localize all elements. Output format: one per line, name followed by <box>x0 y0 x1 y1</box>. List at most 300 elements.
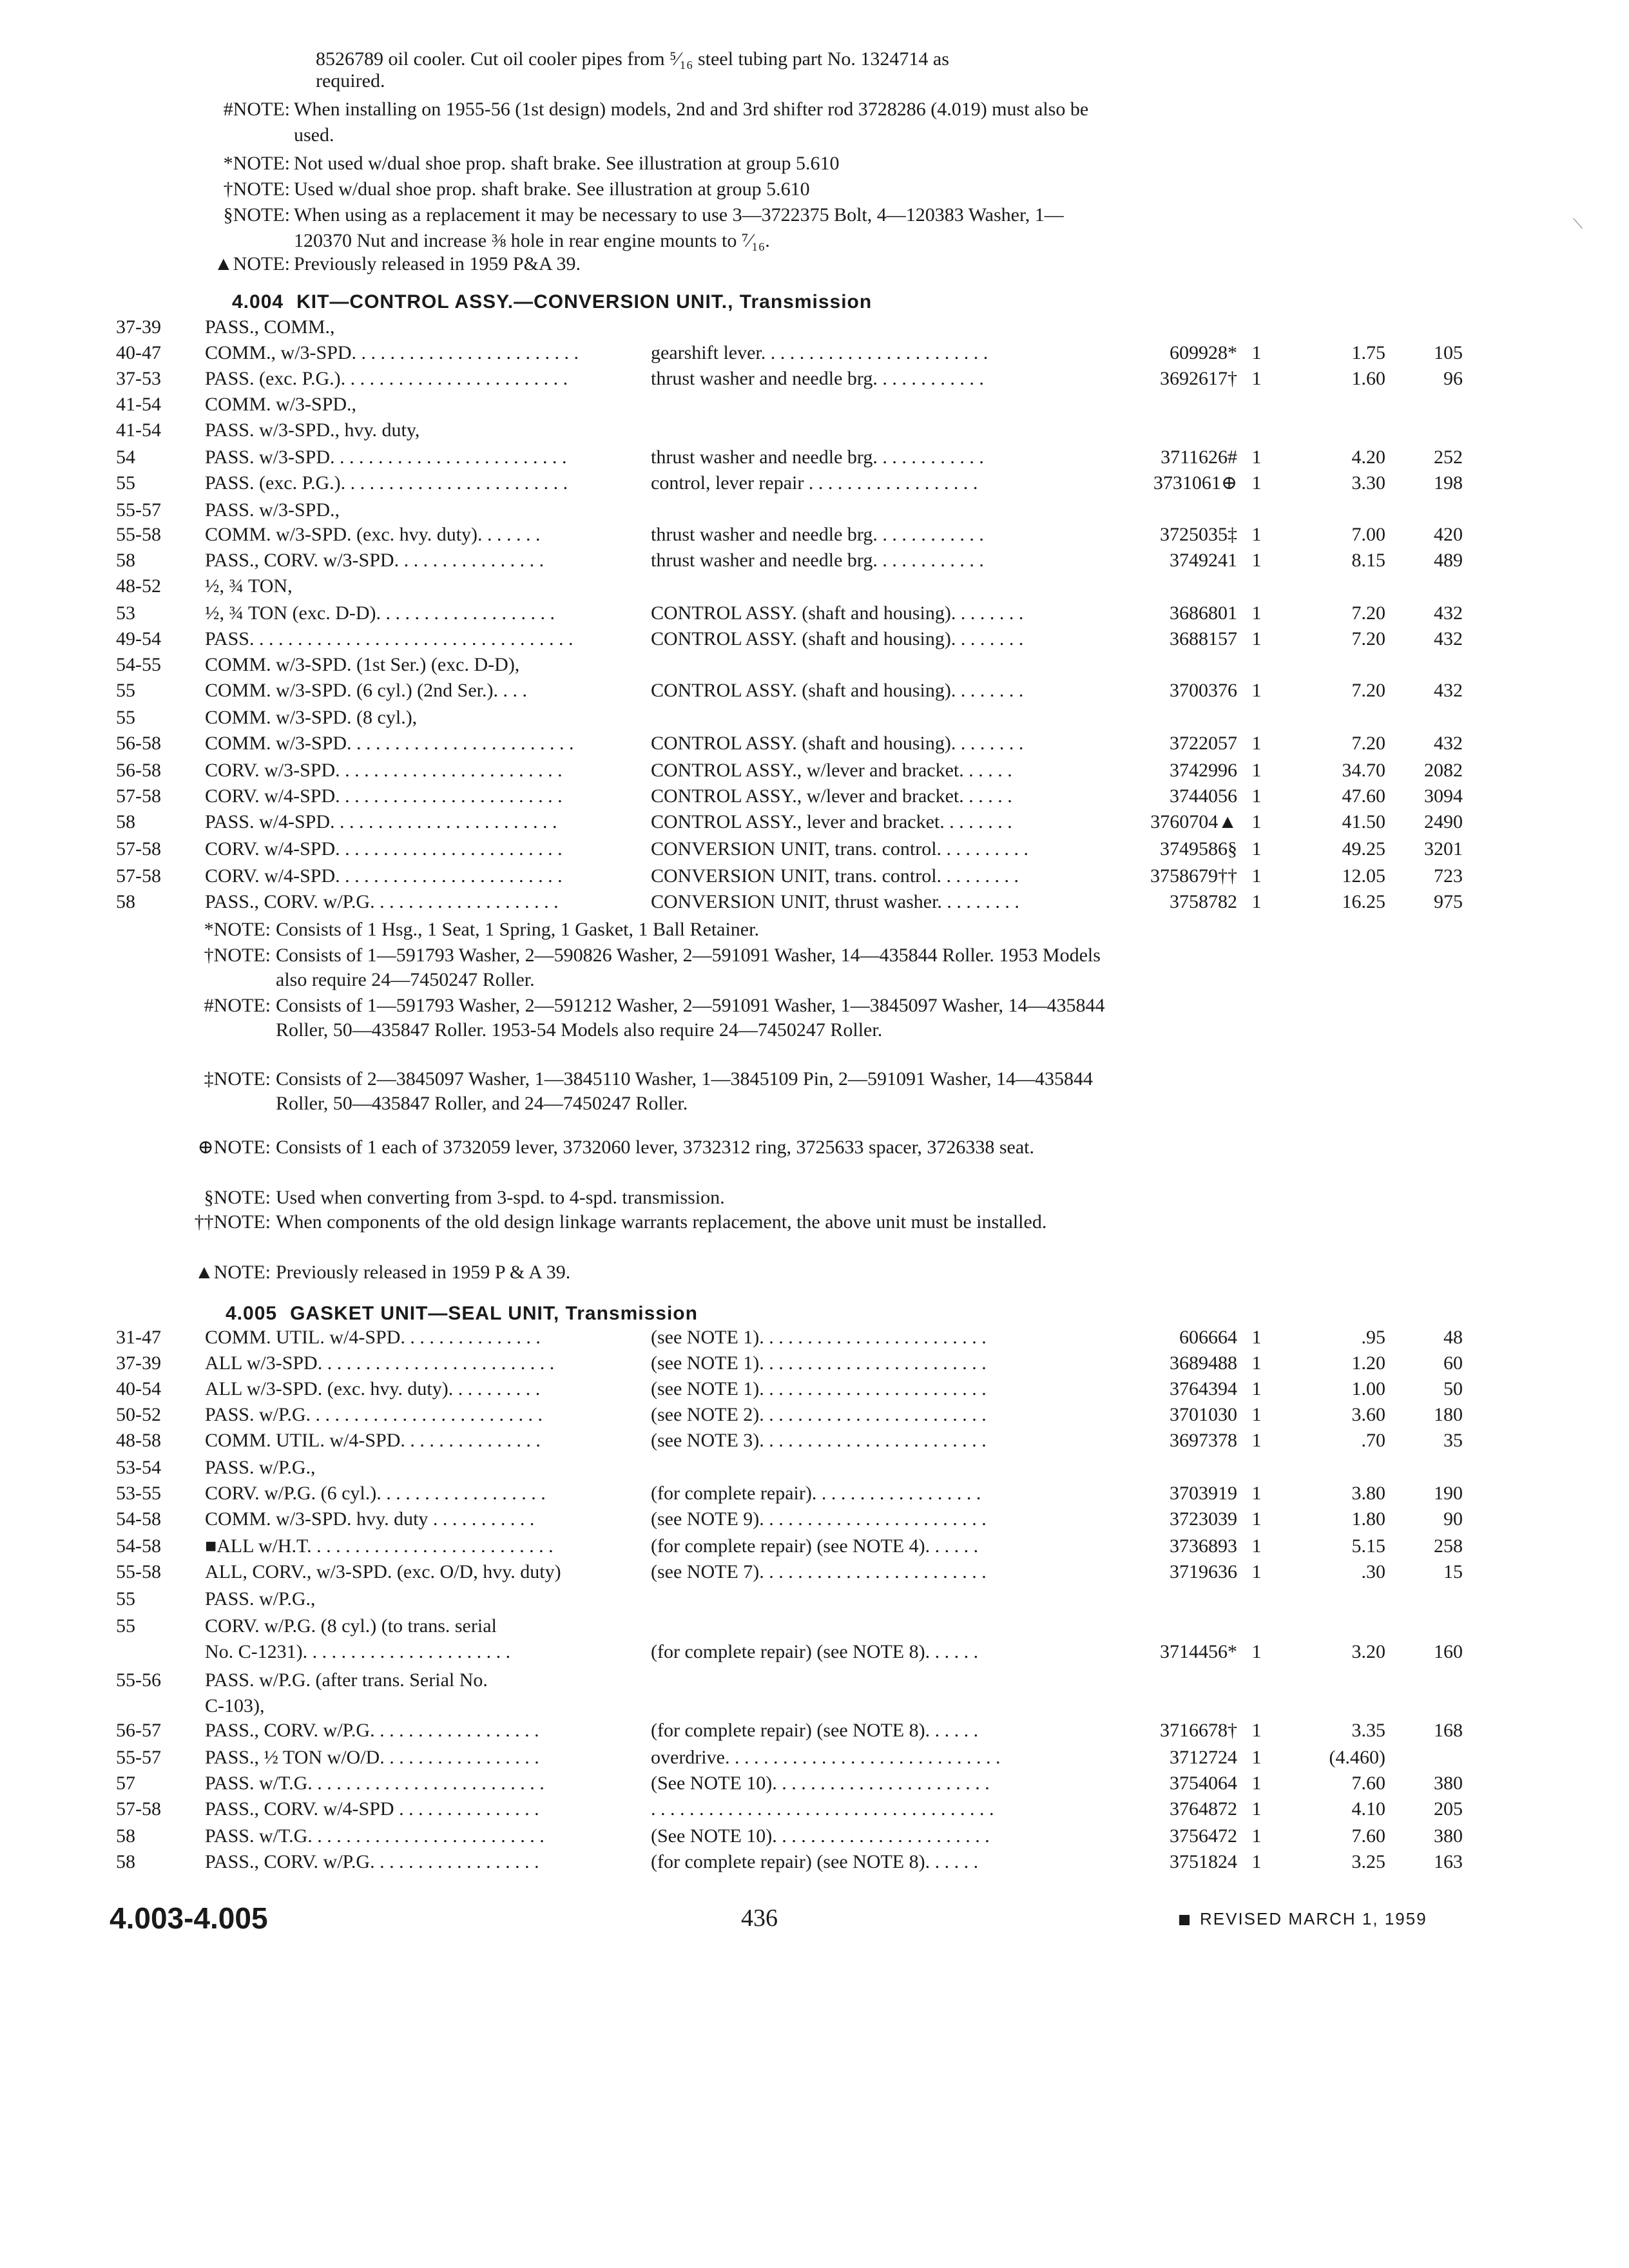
years-cell: 48-52 <box>116 575 161 597</box>
quantity-cell: 1 <box>1251 760 1262 781</box>
years-cell: 55-57 <box>116 1747 161 1768</box>
quantity-cell: 1 <box>1251 1773 1262 1794</box>
application-cell: COMM. w/3-SPD. . . . . . . . . . . . . . . . . . . . . . . . <box>205 733 574 754</box>
note <box>200 97 1134 148</box>
part-number-cell: 609928* <box>1170 342 1237 363</box>
price-cell: 3.35 <box>1351 1720 1385 1741</box>
years-cell: 31-47 <box>116 1327 161 1348</box>
code-cell: 168 <box>1434 1720 1463 1741</box>
description-cell: (for complete repair) (see NOTE 8). . . . . . <box>651 1641 979 1662</box>
price-cell: 49.25 <box>1342 838 1385 860</box>
years-cell: 57-58 <box>116 865 161 887</box>
note-label: *NOTE: <box>223 153 290 174</box>
part-number-cell: 3725035‡ <box>1160 524 1237 545</box>
quantity-cell: 1 <box>1251 733 1262 754</box>
section-4005-title <box>226 1303 698 1325</box>
table-row <box>0 573 1629 599</box>
note <box>174 918 1141 942</box>
price-cell: 1.75 <box>1351 342 1385 363</box>
application-cell: PASS., CORV. w/P.G. . . . . . . . . . . . . . . . . . . . <box>205 891 559 912</box>
table-row <box>0 705 1629 731</box>
description-cell: (for complete repair) (see NOTE 8). . . . . . <box>651 1851 979 1872</box>
table-row <box>0 1455 1629 1481</box>
years-cell: 53 <box>116 602 135 624</box>
code-cell: 252 <box>1434 447 1463 468</box>
quantity-cell: 1 <box>1251 550 1262 571</box>
description-cell: (See NOTE 10). . . . . . . . . . . . . . . . . . . . . . . <box>651 1773 990 1794</box>
application-cell: No. C-1231). . . . . . . . . . . . . . . . . . . . . . <box>205 1641 511 1662</box>
note-text: Consists of 1 each of 3732059 lever, 3732060 lever, 3732312 ring, 3725633 spacer, 3726338 seat. <box>276 1137 1035 1158</box>
table-row <box>0 1481 1629 1506</box>
part-number-cell: 3742996 <box>1170 760 1237 781</box>
intro-line-1: 8526789 oil cooler. Cut oil cooler pipes from ⁵⁄₁₆ steel tubing part No. 1324714 as <box>316 48 949 70</box>
description-cell: CONTROL ASSY. (shaft and housing). . . . . . . . <box>651 602 1024 624</box>
years-cell: 41-54 <box>116 394 161 415</box>
years-cell: 50-52 <box>116 1404 161 1425</box>
application-cell: COMM. w/3-SPD., <box>205 394 357 415</box>
quantity-cell: 1 <box>1251 1851 1262 1872</box>
price-cell: 1.20 <box>1351 1352 1385 1374</box>
application-cell: COMM. w/3-SPD. (8 cyl.), <box>205 707 418 728</box>
price-cell: 3.30 <box>1351 472 1385 494</box>
quantity-cell: 1 <box>1251 1404 1262 1425</box>
price-cell: 1.80 <box>1351 1508 1385 1530</box>
years-cell: 53-55 <box>116 1483 161 1504</box>
years-cell: 40-47 <box>116 342 161 363</box>
quantity-cell: 1 <box>1251 1720 1262 1741</box>
price-cell: 3.20 <box>1351 1641 1385 1662</box>
years-cell: 37-39 <box>116 316 161 338</box>
note-text: Previously released in 1959 P&A 39. <box>294 253 581 274</box>
years-cell: 55-57 <box>116 499 161 521</box>
table-row <box>0 809 1629 835</box>
years-cell: 57-58 <box>116 785 161 807</box>
quantity-cell: 1 <box>1251 1327 1262 1348</box>
quantity-cell: 1 <box>1251 472 1262 494</box>
years-cell: 55-58 <box>116 1561 161 1582</box>
price-cell: .95 <box>1361 1327 1385 1348</box>
years-cell: 56-58 <box>116 733 161 754</box>
application-cell: PASS. w/P.G., <box>205 1588 316 1610</box>
note <box>174 943 1141 992</box>
price-cell: 8.15 <box>1351 550 1385 571</box>
page-number: 436 <box>741 1905 778 1932</box>
part-number-cell: 3764394 <box>1170 1378 1237 1399</box>
code-cell: 975 <box>1434 891 1463 912</box>
note-text: Consists of 2—3845097 Washer, 1—3845110 Washer, 1—3845109 Pin, 2—591091 Washer, 14—435844 Roller, 50—435847 Roller, and 24—7450247 Roller. <box>276 1068 1093 1114</box>
description-cell: thrust washer and needle brg. . . . . . . . . . . . <box>651 524 984 545</box>
quantity-cell: 1 <box>1251 1508 1262 1530</box>
application-cell: CORV. w/4-SPD. . . . . . . . . . . . . . . . . . . . . . . . <box>205 838 563 860</box>
years-cell: 48-58 <box>116 1430 161 1451</box>
table-row <box>0 1559 1629 1585</box>
part-number-cell: 3711626# <box>1161 447 1237 468</box>
years-cell: 57 <box>116 1773 135 1794</box>
code-cell: 3094 <box>1424 785 1463 807</box>
years-cell: 57-58 <box>116 1798 161 1820</box>
quantity-cell: 1 <box>1251 680 1262 701</box>
application-cell: COMM. w/3-SPD. hvy. duty . . . . . . . . . . . <box>205 1508 535 1530</box>
code-cell: 60 <box>1443 1352 1463 1374</box>
table-row <box>0 889 1629 915</box>
description-cell: (see NOTE 2). . . . . . . . . . . . . . . . . . . . . . . . <box>651 1404 987 1425</box>
table-row <box>0 1350 1629 1376</box>
part-number-cell: 3758679†† <box>1150 865 1237 887</box>
years-cell: 55 <box>116 472 135 494</box>
part-number-cell: 3758782 <box>1170 891 1237 912</box>
price-cell: 41.50 <box>1342 811 1385 832</box>
part-number-cell: 3719636 <box>1170 1561 1237 1582</box>
description-cell: thrust washer and needle brg. . . . . . . . . . . . <box>651 447 984 468</box>
table-row <box>0 1533 1629 1559</box>
quantity-cell: 1 <box>1251 602 1262 624</box>
quantity-cell: 1 <box>1251 628 1262 649</box>
note <box>174 1210 1141 1235</box>
price-cell: 4.10 <box>1351 1798 1385 1820</box>
revision-date: REVISED MARCH 1, 1959 <box>1200 1909 1427 1928</box>
note <box>174 1186 1141 1210</box>
application-cell: C-103), <box>205 1695 265 1716</box>
quantity-cell: 1 <box>1251 1378 1262 1399</box>
application-cell: COMM. UTIL. w/4-SPD. . . . . . . . . . . . . . . <box>205 1430 541 1451</box>
code-cell: 420 <box>1434 524 1463 545</box>
section-heading: KIT—CONTROL ASSY.—CONVERSION UNIT., Transmission <box>296 291 872 312</box>
description-cell: overdrive. . . . . . . . . . . . . . . . . . . . . . . . . . . . . <box>651 1747 1001 1768</box>
application-cell: PASS., CORV. w/P.G. . . . . . . . . . . . . . . . . . <box>205 1720 539 1741</box>
price-cell: 4.20 <box>1351 447 1385 468</box>
code-cell: 432 <box>1434 680 1463 701</box>
years-cell: 37-53 <box>116 368 161 389</box>
part-number-cell: 3700376 <box>1170 680 1237 701</box>
price-cell: 7.20 <box>1351 733 1385 754</box>
price-cell: 7.20 <box>1351 628 1385 649</box>
revised-square-icon <box>1179 1915 1190 1925</box>
description-cell: (See NOTE 10). . . . . . . . . . . . . . . . . . . . . . . <box>651 1825 990 1847</box>
quantity-cell: 1 <box>1251 1561 1262 1582</box>
code-cell: 723 <box>1434 865 1463 887</box>
code-cell: 432 <box>1434 628 1463 649</box>
quantity-cell: 1 <box>1251 865 1262 887</box>
table-row <box>0 445 1629 470</box>
description-cell: CONTROL ASSY., lever and bracket. . . . . . . . <box>651 811 1012 832</box>
quantity-cell: 1 <box>1251 447 1262 468</box>
code-cell: 205 <box>1434 1798 1463 1820</box>
application-cell: COMM. w/3-SPD. (6 cyl.) (2nd Ser.). . . . <box>205 680 527 701</box>
table-row <box>0 1823 1629 1849</box>
quantity-cell: 1 <box>1251 838 1262 860</box>
table-row <box>0 1745 1629 1771</box>
years-cell: 53-54 <box>116 1457 161 1478</box>
application-cell: PASS. w/P.G. . . . . . . . . . . . . . . . . . . . . . . . . <box>205 1404 543 1425</box>
years-cell: 58 <box>116 811 135 832</box>
part-number-cell: 3723039 <box>1170 1508 1237 1530</box>
application-cell: PASS. w/3-SPD., hvy. duty, <box>205 419 420 441</box>
years-cell: 58 <box>116 1851 135 1872</box>
part-number-cell: 3716678† <box>1160 1720 1237 1741</box>
code-cell: 96 <box>1443 368 1463 389</box>
part-number-cell: 3688157 <box>1170 628 1237 649</box>
application-cell: PASS. w/3-SPD. . . . . . . . . . . . . . . . . . . . . . . . . <box>205 447 567 468</box>
years-cell: 55-58 <box>116 524 161 545</box>
application-cell: ALL, CORV., w/3-SPD. (exc. O/D, hvy. duty) <box>205 1561 561 1582</box>
description-cell: CONVERSION UNIT, thrust washer. . . . . . . . . <box>651 891 1019 912</box>
code-cell: 198 <box>1434 472 1463 494</box>
years-cell: 49-54 <box>116 628 161 649</box>
table-row <box>0 1428 1629 1454</box>
intro-line-2: required. <box>316 70 385 91</box>
table-row <box>0 836 1629 862</box>
application-cell: PASS. (exc. P.G.). . . . . . . . . . . . . . . . . . . . . . . . <box>205 368 568 389</box>
application-cell: ALL w/3-SPD. (exc. hvy. duty). . . . . . . . . . <box>205 1378 541 1399</box>
table-row <box>0 522 1629 548</box>
application-cell: COMM. UTIL. w/4-SPD. . . . . . . . . . . . . . . <box>205 1327 541 1348</box>
quantity-cell: 1 <box>1251 1825 1262 1847</box>
quantity-cell: 1 <box>1251 342 1262 363</box>
code-cell: 105 <box>1434 342 1463 363</box>
application-cell: COMM. w/3-SPD. (1st Ser.) (exc. D-D), <box>205 654 520 675</box>
code-cell: 258 <box>1434 1535 1463 1557</box>
note-label: ††NOTE: <box>194 1211 271 1233</box>
application-cell: PASS., CORV. w/P.G. . . . . . . . . . . . . . . . . . <box>205 1851 539 1872</box>
part-number-cell: 606664 <box>1179 1327 1237 1348</box>
price-cell: .30 <box>1361 1561 1385 1582</box>
part-number-cell: 3714456* <box>1160 1641 1237 1662</box>
part-number-cell: 3689488 <box>1170 1352 1237 1374</box>
application-cell: CORV. w/4-SPD. . . . . . . . . . . . . . . . . . . . . . . . <box>205 865 563 887</box>
code-cell: 2490 <box>1424 811 1463 832</box>
quantity-cell: 1 <box>1251 524 1262 545</box>
code-cell: 3201 <box>1424 838 1463 860</box>
years-cell: 54-58 <box>116 1535 161 1557</box>
application-cell: COMM. w/3-SPD. (exc. hvy. duty). . . . . . . <box>205 524 541 545</box>
note-text: Consists of 1—591793 Washer, 2—591212 Washer, 2—591091 Washer, 1—3845097 Washer, 14—435844 Roller, 50—435847 Roller. 1953-54 Models also require 24—7450247 Roller. <box>276 995 1105 1041</box>
price-cell: .70 <box>1361 1430 1385 1451</box>
code-cell: 50 <box>1443 1378 1463 1399</box>
application-cell: PASS. w/T.G. . . . . . . . . . . . . . . . . . . . . . . . . <box>205 1825 545 1847</box>
note-label: #NOTE: <box>204 995 271 1016</box>
table-row <box>0 1639 1629 1665</box>
part-number-cell: 3764872 <box>1170 1798 1237 1820</box>
table-row <box>0 1667 1629 1693</box>
section-4004-title <box>232 291 872 313</box>
table-row <box>0 863 1629 889</box>
code-cell: 180 <box>1434 1404 1463 1425</box>
description-cell: (see NOTE 1). . . . . . . . . . . . . . . . . . . . . . . . <box>651 1378 987 1399</box>
table-row <box>0 601 1629 626</box>
table-row <box>0 1693 1629 1719</box>
note <box>200 251 1134 277</box>
note-text: When installing on 1955-56 (1st design) models, 2nd and 3rd shifter rod 3728286 (4.019) must also be used. <box>294 99 1089 146</box>
price-cell: 7.60 <box>1351 1825 1385 1847</box>
application-cell: PASS. w/P.G. (after trans. Serial No. <box>205 1669 488 1691</box>
footer-section-range: 4.003-4.005 <box>110 1901 268 1935</box>
part-number-cell: 3736893 <box>1170 1535 1237 1557</box>
price-cell: (4.460) <box>1329 1747 1385 1768</box>
part-number-cell: 3703919 <box>1170 1483 1237 1504</box>
years-cell: 55-56 <box>116 1669 161 1691</box>
note-text: Consists of 1—591793 Washer, 2—590826 Washer, 2—591091 Washer, 14—435844 Roller. 1953 Models also require 24—7450247 Roller. <box>276 945 1101 990</box>
part-number-cell: 3751824 <box>1170 1851 1237 1872</box>
note <box>200 177 1134 202</box>
years-cell: 41-54 <box>116 419 161 441</box>
years-cell: 54 <box>116 447 135 468</box>
application-cell: ■ALL w/H.T. . . . . . . . . . . . . . . . . . . . . . . . . . <box>205 1535 554 1557</box>
part-number-cell: 3754064 <box>1170 1773 1237 1794</box>
note-text: Not used w/dual shoe prop. shaft brake. See illustration at group 5.610 <box>294 153 840 174</box>
quantity-cell: 1 <box>1251 1535 1262 1557</box>
code-cell: 35 <box>1443 1430 1463 1451</box>
application-cell: ½, ¾ TON (exc. D-D). . . . . . . . . . . . . . . . . . . <box>205 602 555 624</box>
code-cell: 489 <box>1434 550 1463 571</box>
price-cell: 7.00 <box>1351 524 1385 545</box>
description-cell: (see NOTE 1). . . . . . . . . . . . . . . . . . . . . . . . <box>651 1352 987 1374</box>
application-cell: CORV. w/P.G. (8 cyl.) (to trans. serial <box>205 1615 497 1637</box>
description-cell: CONVERSION UNIT, trans. control. . . . . . . . . <box>651 865 1019 887</box>
price-cell: 16.25 <box>1342 891 1385 912</box>
application-cell: CORV. w/P.G. (6 cyl.). . . . . . . . . . . . . . . . . . <box>205 1483 546 1504</box>
note-text: Consists of 1 Hsg., 1 Seat, 1 Spring, 1 Gasket, 1 Ball Retainer. <box>276 919 759 940</box>
table-row <box>0 392 1629 418</box>
code-cell: 380 <box>1434 1773 1463 1794</box>
section-number: 4.005 <box>226 1303 278 1324</box>
application-cell: CORV. w/3-SPD. . . . . . . . . . . . . . . . . . . . . . . . <box>205 760 563 781</box>
note-label: †NOTE: <box>204 945 271 966</box>
description-cell: (for complete repair). . . . . . . . . . . . . . . . . . <box>651 1483 981 1504</box>
price-cell: 3.60 <box>1351 1404 1385 1425</box>
description-cell: control, lever repair . . . . . . . . . . . . . . . . . . <box>651 472 978 494</box>
years-cell: 55 <box>116 1615 135 1637</box>
part-number-cell: 3692617† <box>1160 368 1237 389</box>
part-number-cell: 3722057 <box>1170 733 1237 754</box>
code-cell: 432 <box>1434 602 1463 624</box>
description-cell: CONVERSION UNIT, trans. control. . . . . . . . . . <box>651 838 1029 860</box>
table-row <box>0 470 1629 496</box>
note-label: †NOTE: <box>223 178 290 200</box>
quantity-cell: 1 <box>1251 1430 1262 1451</box>
price-cell: 34.70 <box>1342 760 1385 781</box>
application-cell: COMM., w/3-SPD. . . . . . . . . . . . . . . . . . . . . . . . <box>205 342 579 363</box>
description-cell: (see NOTE 7). . . . . . . . . . . . . . . . . . . . . . . . <box>651 1561 987 1582</box>
part-number-cell: 3760704▲ <box>1150 811 1237 832</box>
quantity-cell: 1 <box>1251 785 1262 807</box>
revision-stamp <box>1179 1909 1427 1929</box>
code-cell: 432 <box>1434 733 1463 754</box>
description-cell: gearshift lever. . . . . . . . . . . . . . . . . . . . . . . . <box>651 342 988 363</box>
code-cell: 380 <box>1434 1825 1463 1847</box>
code-cell: 190 <box>1434 1483 1463 1504</box>
table-row <box>0 314 1629 340</box>
years-cell: 58 <box>116 891 135 912</box>
note-label: ▲NOTE: <box>213 253 290 274</box>
application-cell: CORV. w/4-SPD. . . . . . . . . . . . . . . . . . . . . . . . <box>205 785 563 807</box>
price-cell: 1.60 <box>1351 368 1385 389</box>
note-text: Used w/dual shoe prop. shaft brake. See illustration at group 5.610 <box>294 178 810 200</box>
years-cell: 56-57 <box>116 1720 161 1741</box>
table-row <box>0 1586 1629 1612</box>
table-row <box>0 652 1629 678</box>
note-text: Previously released in 1959 P & A 39. <box>276 1262 571 1283</box>
description-cell: . . . . . . . . . . . . . . . . . . . . . . . . . . . . . . . . . . . . <box>651 1798 994 1820</box>
note-label: ‡NOTE: <box>204 1068 271 1090</box>
note-label: ⊕NOTE: <box>197 1137 271 1158</box>
note-label: *NOTE: <box>204 919 271 940</box>
table-row <box>0 731 1629 756</box>
part-number-cell: 3731061⊕ <box>1153 472 1237 494</box>
part-number-cell: 3712724 <box>1170 1747 1237 1768</box>
table-row <box>0 1506 1629 1532</box>
table-row <box>0 1325 1629 1350</box>
description-cell: (see NOTE 1). . . . . . . . . . . . . . . . . . . . . . . . <box>651 1327 987 1348</box>
application-cell: PASS. (exc. P.G.). . . . . . . . . . . . . . . . . . . . . . . . <box>205 472 568 494</box>
table-row <box>0 1771 1629 1796</box>
note <box>200 202 1134 254</box>
note-label: §NOTE: <box>223 204 290 226</box>
application-cell: ALL w/3-SPD. . . . . . . . . . . . . . . . . . . . . . . . . <box>205 1352 555 1374</box>
table-row <box>0 1376 1629 1402</box>
quantity-cell: 1 <box>1251 1747 1262 1768</box>
price-cell: 12.05 <box>1342 865 1385 887</box>
part-number-cell: 3749586§ <box>1160 838 1237 860</box>
description-cell: thrust washer and needle brg. . . . . . . . . . . . <box>651 368 984 389</box>
application-cell: PASS. . . . . . . . . . . . . . . . . . . . . . . . . . . . . . . . . . <box>205 628 574 649</box>
table-row <box>0 783 1629 809</box>
note-text: When components of the old design linkage warrants replacement, the above unit must be installed. <box>276 1211 1047 1233</box>
price-cell: 7.20 <box>1351 680 1385 701</box>
price-cell: 47.60 <box>1342 785 1385 807</box>
application-cell: PASS., ½ TON w/O/D. . . . . . . . . . . . . . . . . <box>205 1747 539 1768</box>
part-number-cell: 3701030 <box>1170 1404 1237 1425</box>
application-cell: PASS. w/P.G., <box>205 1457 316 1478</box>
price-cell: 3.80 <box>1351 1483 1385 1504</box>
years-cell: 40-54 <box>116 1378 161 1399</box>
application-cell: PASS., CORV. w/4-SPD . . . . . . . . . . . . . . . <box>205 1798 539 1820</box>
years-cell: 58 <box>116 1825 135 1847</box>
code-cell: 15 <box>1443 1561 1463 1582</box>
application-cell: PASS., COMM., <box>205 316 335 338</box>
note-text: When using as a replacement it may be necessary to use 3—3722375 Bolt, 4—120383 Washer, 1—120370 Nut and increase ⅜ hole in rear engine mounts to ⁷⁄₁₆. <box>294 204 1064 251</box>
code-cell: 2082 <box>1424 760 1463 781</box>
description-cell: (see NOTE 3). . . . . . . . . . . . . . . . . . . . . . . . <box>651 1430 987 1451</box>
note <box>174 1260 1141 1285</box>
price-cell: 1.00 <box>1351 1378 1385 1399</box>
price-cell: 7.20 <box>1351 602 1385 624</box>
description-cell: (see NOTE 9). . . . . . . . . . . . . . . . . . . . . . . . <box>651 1508 987 1530</box>
note <box>174 1135 1141 1160</box>
table-row <box>0 678 1629 704</box>
years-cell: 54-58 <box>116 1508 161 1530</box>
description-cell: CONTROL ASSY., w/lever and bracket. . . . . . <box>651 760 1012 781</box>
note-text: Used when converting from 3-spd. to 4-spd. transmission. <box>276 1187 725 1208</box>
note-label: ▲NOTE: <box>194 1262 271 1283</box>
quantity-cell: 1 <box>1251 1352 1262 1374</box>
code-cell: 48 <box>1443 1327 1463 1348</box>
note-label: #NOTE: <box>223 99 290 120</box>
years-cell: 58 <box>116 550 135 571</box>
description-cell: CONTROL ASSY. (shaft and housing). . . . . . . . <box>651 680 1024 701</box>
table-row <box>0 418 1629 443</box>
application-cell: PASS. w/4-SPD. . . . . . . . . . . . . . . . . . . . . . . . <box>205 811 557 832</box>
table-row <box>0 1796 1629 1822</box>
years-cell: 57-58 <box>116 838 161 860</box>
description-cell: thrust washer and needle brg. . . . . . . . . . . . <box>651 550 984 571</box>
description-cell: CONTROL ASSY. (shaft and housing). . . . . . . . <box>651 733 1024 754</box>
quantity-cell: 1 <box>1251 891 1262 912</box>
price-cell: 5.15 <box>1351 1535 1385 1557</box>
code-cell: 160 <box>1434 1641 1463 1662</box>
years-cell: 37-39 <box>116 1352 161 1374</box>
part-number-cell: 3744056 <box>1170 785 1237 807</box>
part-number-cell: 3756472 <box>1170 1825 1237 1847</box>
